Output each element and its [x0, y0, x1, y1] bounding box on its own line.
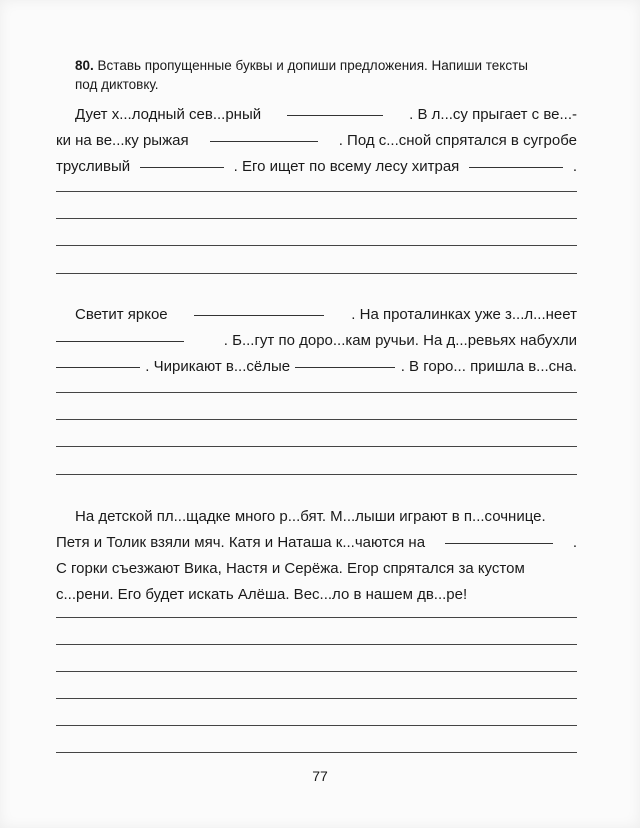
blank-field[interactable] [140, 167, 224, 168]
task-instruction: Вставь пропущенные буквы и допиши предложения. Напиши тексты [97, 58, 528, 73]
writing-line[interactable] [56, 617, 577, 618]
blank-field[interactable] [287, 115, 383, 116]
text-3-line-2-a: Петя и Толик взяли мяч. Катя и Наташа к...чаются на [56, 534, 426, 551]
text-2 [56, 302, 577, 380]
text-1 [56, 102, 577, 180]
writing-line[interactable] [56, 191, 577, 192]
text-3-line-1-a: На детской пл...щадке много р...бят. М...лыши играют в п...сочнице. [75, 508, 546, 525]
text-2-line-3-b: . В горо... пришла в...сна. [400, 358, 577, 375]
text-2-line-1-a: Светит яркое [75, 306, 168, 323]
blank-field[interactable] [445, 543, 553, 544]
blank-field[interactable] [210, 141, 318, 142]
text-2-line-2-a: . Б...гут по доро...кам ручьи. На д...ревьях набухли [223, 332, 577, 349]
text-1-line-1-a: Дует х...лодный сев...рный [75, 106, 262, 123]
blank-field[interactable] [469, 167, 563, 168]
writing-line[interactable] [56, 218, 577, 219]
writing-line[interactable] [56, 752, 577, 753]
text-3-line-2 [56, 530, 577, 556]
text-1-line-2-b: . Под с...сной спрятался в сугробе [338, 132, 577, 149]
writing-line[interactable] [56, 446, 577, 447]
text-1-line-3-b: . Его ищет по всему лесу хитрая [233, 158, 460, 175]
text-1-line-1 [56, 102, 577, 128]
page-number: 77 [312, 768, 328, 784]
writing-line[interactable] [56, 698, 577, 699]
writing-line[interactable] [56, 474, 577, 475]
text-2-line-1-b: . На проталинках уже з...л...неет [351, 306, 577, 323]
blank-field[interactable] [194, 315, 324, 316]
writing-line[interactable] [56, 644, 577, 645]
writing-line[interactable] [56, 392, 577, 393]
text-2-line-3 [56, 354, 577, 380]
text-2-line-1 [56, 302, 577, 328]
blank-field[interactable] [56, 341, 184, 342]
text-1-line-2-a: ки на ве...ку рыжая [56, 132, 189, 149]
task-number: 80. [75, 58, 94, 73]
writing-line[interactable] [56, 245, 577, 246]
task-heading [75, 56, 595, 94]
text-1-line-3 [56, 154, 577, 180]
text-3-line-4 [56, 582, 577, 608]
text-1-line-3-c: . [572, 158, 577, 175]
text-3-line-3-a: С горки съезжают Вика, Настя и Серёжа. Егор спрятался за кустом [56, 560, 525, 577]
text-3 [56, 504, 577, 608]
writing-line[interactable] [56, 671, 577, 672]
text-3-line-4-a: с...рени. Его будет искать Алёша. Вес...ло в нашем дв...ре! [56, 586, 468, 603]
text-3-line-2-end: . [572, 534, 577, 551]
text-1-line-1-b: . В л...су прыгает с ве...- [409, 106, 577, 123]
text-3-line-1 [56, 504, 577, 530]
text-2-line-2 [56, 328, 577, 354]
writing-line[interactable] [56, 273, 577, 274]
text-3-line-3 [56, 556, 577, 582]
text-1-line-3-a: трусливый [56, 158, 131, 175]
text-1-line-2 [56, 128, 577, 154]
blank-field[interactable] [56, 367, 140, 368]
task-instruction-cont: под диктовку. [75, 77, 159, 92]
text-2-line-3-a: . Чирикают в...сёлые [145, 358, 291, 375]
blank-field[interactable] [295, 367, 395, 368]
writing-line[interactable] [56, 725, 577, 726]
writing-line[interactable] [56, 419, 577, 420]
